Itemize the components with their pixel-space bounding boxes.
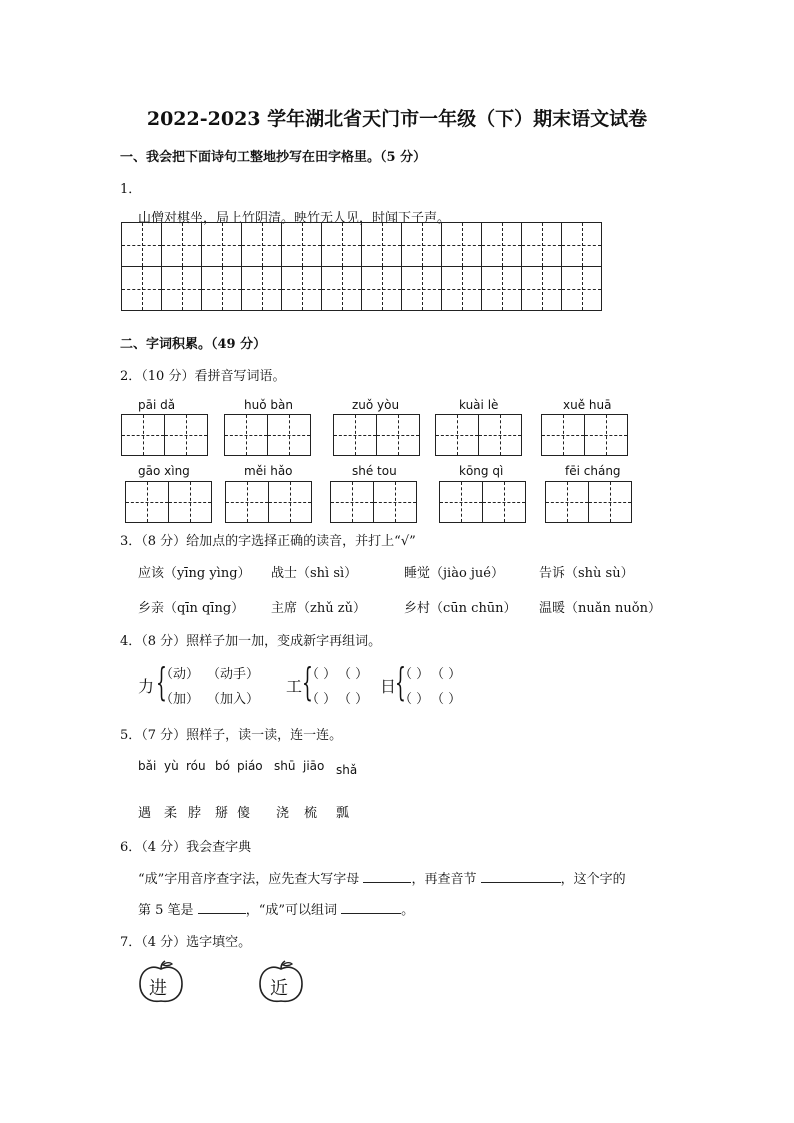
word-box-cell[interactable] <box>588 481 632 523</box>
q4-paren-3d: （ ） <box>431 692 462 707</box>
q6-blank-stroke[interactable] <box>198 901 246 914</box>
copy-grid-cell[interactable] <box>441 266 482 311</box>
word-box-cell[interactable] <box>333 414 377 456</box>
copy-grid-cell[interactable] <box>561 266 602 311</box>
apple-char-1: 进 <box>149 978 167 999</box>
pinyin-label-5: xuě huā <box>563 398 612 412</box>
question-1-number: 1． <box>120 182 142 197</box>
q4-brace-2: { <box>302 660 313 704</box>
copy-grid-cell[interactable] <box>161 222 202 267</box>
pinyin-label-6: gāo xìng <box>138 464 190 478</box>
section-1-heading: 一、我会把下面诗句工整地抄写在田字格里。（5 分） <box>120 150 427 165</box>
pinyin-label-2: huǒ bàn <box>244 398 293 412</box>
word-box-cell[interactable] <box>164 414 208 456</box>
word-box-cell[interactable] <box>225 481 269 523</box>
reading-item-4: 告诉（shù sù） <box>539 566 634 581</box>
q5-char-5: 傻 <box>237 806 251 821</box>
copy-grid-cell[interactable] <box>241 222 282 267</box>
copy-grid-cell[interactable] <box>321 266 362 311</box>
apple-icon-2 <box>257 960 305 1006</box>
q6-text-1a: “成”字用音序查字法，应先查大写字母 <box>138 872 360 887</box>
q6-blank-word[interactable] <box>341 901 401 914</box>
q5-char-2: 柔 <box>164 806 178 821</box>
word-box-cell[interactable] <box>267 414 311 456</box>
pinyin-label-1: pāi dǎ <box>138 398 176 412</box>
q5-char-7: 梳 <box>304 806 318 821</box>
q5-char-8: 瓢 <box>336 806 350 821</box>
q6-text-1b: ，再查音节 <box>411 872 477 887</box>
q4-brace-1: { <box>156 660 167 704</box>
question-4-prompt: 4．（8 分）照样子加一加，变成新字再组词。 <box>120 634 382 649</box>
word-box-cell[interactable] <box>330 481 374 523</box>
word-box-cell[interactable] <box>224 414 268 456</box>
copy-grid-cell[interactable] <box>321 222 362 267</box>
q5-char-6: 浇 <box>276 806 290 821</box>
copy-grid-cell[interactable] <box>121 266 162 311</box>
q5-pinyin-4: bó <box>215 759 230 773</box>
reading-item-1: 应该（yīng yìng） <box>138 566 251 581</box>
reading-item-3: 睡觉（jiào jué） <box>404 566 504 581</box>
word-box-cell[interactable] <box>121 414 165 456</box>
q6-text-2a: 第 5 笔是 <box>138 903 194 918</box>
copy-grid-cell[interactable] <box>361 222 402 267</box>
q5-char-3: 脖 <box>188 806 202 821</box>
word-box-cell[interactable] <box>268 481 312 523</box>
q6-text-1c: ，这个字的 <box>560 872 626 887</box>
copy-grid-cell[interactable] <box>241 266 282 311</box>
question-3-prompt: 3．（8 分）给加点的字选择正确的读音，并打上“√” <box>120 534 416 549</box>
q5-pinyin-8: shǎ <box>336 763 358 777</box>
q4-example-word-2: （加入） <box>207 692 260 707</box>
q4-paren-3c: （ ） <box>399 692 430 707</box>
reading-item-6: 主席（zhǔ zǔ） <box>271 601 366 616</box>
q5-pinyin-5: piáo <box>237 759 263 773</box>
q5-pinyin-2: yù <box>164 759 179 773</box>
reading-item-2: 战士（shì sì） <box>271 566 358 581</box>
copy-grid-cell[interactable] <box>201 222 242 267</box>
copy-grid-cell[interactable] <box>201 266 242 311</box>
q4-base-char-2: 工 <box>286 677 303 696</box>
word-box-cell[interactable] <box>168 481 212 523</box>
q6-line-1 <box>138 868 626 887</box>
q4-paren-2c: （ ） <box>306 692 337 707</box>
pinyin-label-9: kōng qì <box>459 464 504 478</box>
word-box-cell[interactable] <box>545 481 589 523</box>
q6-text-2b: ，“成”可以组词 <box>245 903 337 918</box>
word-box-cell[interactable] <box>584 414 628 456</box>
question-5-prompt: 5．（7 分）照样子，读一读，连一连。 <box>120 728 343 743</box>
copy-grid-cell[interactable] <box>521 222 562 267</box>
q5-pinyin-6: shū <box>274 759 296 773</box>
copy-grid-cell[interactable] <box>281 222 322 267</box>
copy-grid-cell[interactable] <box>481 222 522 267</box>
word-box-cell[interactable] <box>541 414 585 456</box>
reading-item-8: 温暖（nuǎn nuǒn） <box>539 601 661 616</box>
q4-base-char-3: 日 <box>380 677 397 696</box>
pinyin-label-4: kuài lè <box>459 398 499 412</box>
q4-brace-3: { <box>395 660 406 704</box>
apple-char-2: 近 <box>270 978 288 999</box>
pinyin-label-10: fēi cháng <box>565 464 621 478</box>
word-box-cell[interactable] <box>376 414 420 456</box>
q6-text-2c: 。 <box>401 903 415 918</box>
pinyin-label-7: měi hǎo <box>244 464 293 478</box>
poem-text: 山僧对棋坐，局上竹阴清。映竹无人见，时闻下子声。 <box>138 211 451 226</box>
word-box-cell[interactable] <box>482 481 526 523</box>
word-box-cell[interactable] <box>435 414 479 456</box>
q6-blank-letter[interactable] <box>363 870 411 883</box>
copy-grid-cell[interactable] <box>441 222 482 267</box>
q4-paren-3a: （ ） <box>399 667 430 682</box>
copy-grid-cell[interactable] <box>361 266 402 311</box>
q6-line-2 <box>138 899 414 918</box>
section-2-heading: 二、字词积累。（49 分） <box>120 337 267 352</box>
copy-grid-cell[interactable] <box>481 266 522 311</box>
copy-grid-cell[interactable] <box>401 222 442 267</box>
pinyin-label-8: shé tou <box>352 464 397 478</box>
page-title: 2022-2023 学年湖北省天门市一年级（下）期末语文试卷 <box>146 108 648 130</box>
pinyin-label-3: zuǒ yòu <box>352 398 400 412</box>
copy-grid-cell[interactable] <box>281 266 322 311</box>
word-box-cell[interactable] <box>478 414 522 456</box>
reading-item-7: 乡村（cūn chūn） <box>404 601 517 616</box>
q4-example-word-1: （动手） <box>207 667 260 682</box>
q5-char-4: 掰 <box>215 806 229 821</box>
question-2-prompt: 2．（10 分）看拼音写词语。 <box>120 369 286 384</box>
question-6-prompt: 6．（4 分）我会查字典 <box>120 840 252 855</box>
q5-char-1: 遇 <box>138 806 152 821</box>
q4-example-char-1: （动） <box>160 667 200 682</box>
reading-item-5: 乡亲（qīn qīng） <box>138 601 245 616</box>
q4-paren-2b: （ ） <box>338 667 369 682</box>
word-box-cell[interactable] <box>373 481 417 523</box>
copy-grid-cell[interactable] <box>401 266 442 311</box>
q4-example-char-2: （加） <box>160 692 200 707</box>
q5-pinyin-3: róu <box>186 759 206 773</box>
q4-paren-2d: （ ） <box>338 692 369 707</box>
word-box-cell[interactable] <box>439 481 483 523</box>
q5-pinyin-1: bǎi <box>138 759 157 773</box>
q5-pinyin-7: jiāo <box>303 759 325 773</box>
question-7-prompt: 7．（4 分）选字填空。 <box>120 935 252 950</box>
q4-paren-2a: （ ） <box>306 667 337 682</box>
q4-base-char-1: 力 <box>138 677 155 696</box>
copy-grid-cell[interactable] <box>161 266 202 311</box>
copy-grid-cell[interactable] <box>561 222 602 267</box>
q6-blank-syllable[interactable] <box>481 870 561 883</box>
q4-paren-3b: （ ） <box>431 667 462 682</box>
copy-grid-cell[interactable] <box>121 222 162 267</box>
word-box-cell[interactable] <box>125 481 169 523</box>
apple-icon-1 <box>137 960 185 1006</box>
copy-grid-cell[interactable] <box>521 266 562 311</box>
